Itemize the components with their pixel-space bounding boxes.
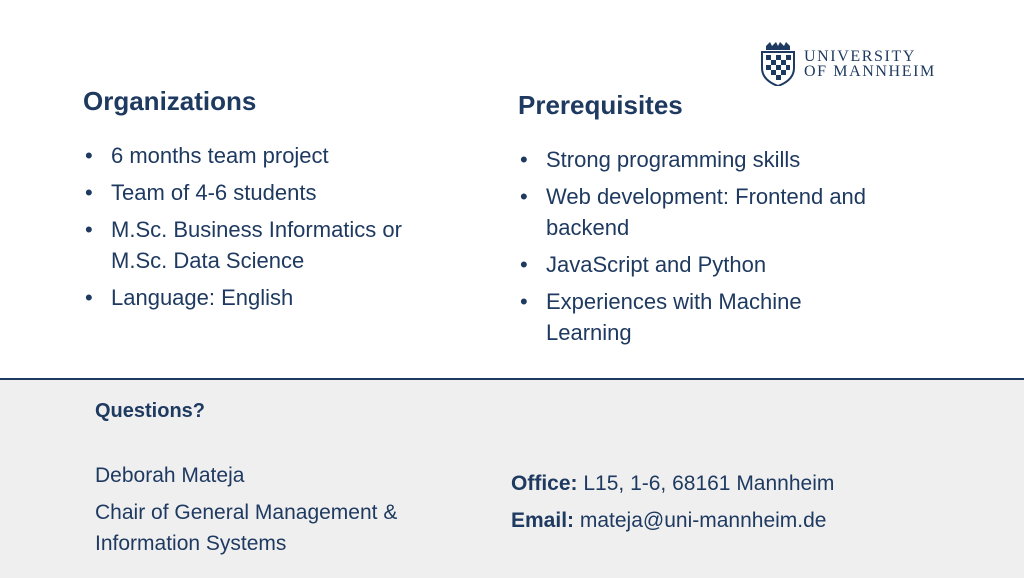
university-name-line1: UNIVERSITY	[804, 48, 916, 65]
prerequisites-title: Prerequisites	[518, 90, 683, 120]
organizations-list	[83, 140, 443, 319]
office-address: L15, 1-6, 68161 Mannheim	[583, 472, 835, 495]
university-name-line2: OF MANNHEIM	[804, 63, 936, 80]
office-label: Office:	[511, 472, 578, 495]
university-name	[804, 49, 936, 79]
list-item: • Team of 4-6 students	[83, 177, 443, 208]
contact-name: Deborah Mateja	[95, 464, 245, 487]
questions-heading: Questions?	[95, 400, 206, 422]
prerequisites-list	[518, 144, 868, 354]
email-label: Email:	[511, 509, 575, 532]
contact-footer	[0, 378, 1024, 578]
email-address[interactable]: mateja@uni-mannheim.de	[579, 509, 827, 532]
list-item: • M.Sc. Business Informatics or M.Sc. Data Science	[83, 214, 443, 276]
list-item: • JavaScript and Python	[518, 249, 868, 280]
list-item: • Strong programming skills	[518, 144, 868, 175]
office-line	[511, 472, 834, 496]
organizations-title: Organizations	[83, 86, 257, 116]
list-item: • Web development: Frontend and backend	[518, 181, 868, 243]
list-item: • Language: English	[83, 282, 443, 313]
contact-chair: Chair of General Management & Information Systems	[95, 501, 398, 555]
list-item: • Experiences with Machine Learning	[518, 286, 868, 348]
university-logo	[758, 42, 936, 86]
list-item: • 6 months team project	[83, 140, 443, 171]
university-crest-icon	[758, 42, 798, 86]
email-line	[511, 509, 826, 533]
